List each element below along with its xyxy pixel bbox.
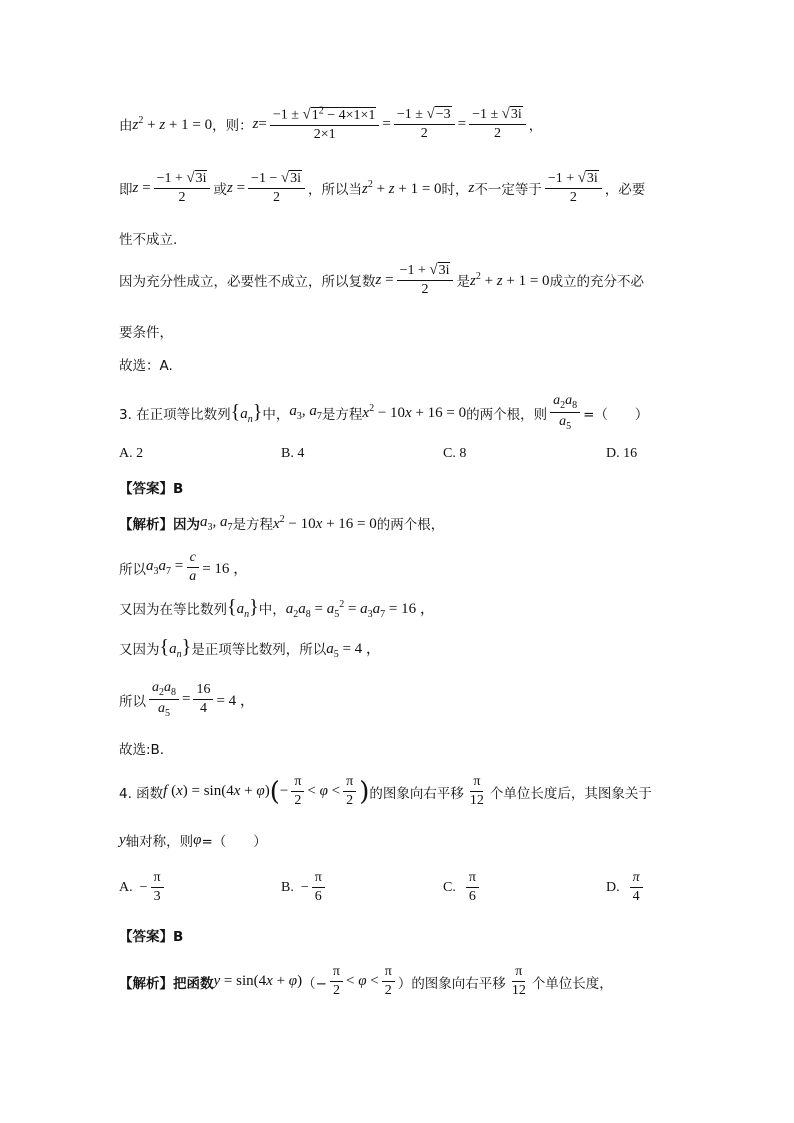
text: 3. 在正项等比数列 bbox=[119, 406, 231, 423]
text: C. bbox=[443, 879, 456, 895]
fraction: $\frac{-1 + √3i}{2}$ bbox=[397, 262, 454, 298]
text: 所以 bbox=[119, 561, 146, 578]
fraction: $\frac{a_2a_8}{a_5}$ bbox=[550, 393, 580, 433]
step-1: 所以 $a_3a_7$ = $\frac{c}{a}$ = 16 ， bbox=[119, 550, 249, 585]
text: ，则： bbox=[212, 118, 253, 134]
text: 是 bbox=[456, 274, 470, 291]
var-z: z bbox=[252, 115, 259, 132]
text: 成立的充分不必 bbox=[549, 274, 645, 291]
fraction: $\frac{\pi}{12}$ bbox=[469, 774, 484, 809]
step-3: 又因为 $\{a_n\}$ 是正项等比数列，所以 $a_5 = 4$ ， bbox=[119, 636, 381, 660]
option-a: A. − $\frac{\pi}{3}$ bbox=[119, 870, 167, 905]
option-c: C. 8 bbox=[443, 446, 467, 461]
text: B. bbox=[281, 879, 294, 895]
fraction: $\frac{16}{4}$ bbox=[193, 682, 213, 717]
solution-line-3: 性不成立. bbox=[119, 232, 178, 248]
text: 因为充分性成立，必要性不成立，所以复数 bbox=[119, 274, 376, 291]
text: 是正项等比数列，所以 bbox=[191, 642, 327, 658]
text: 或 bbox=[213, 182, 227, 199]
text: ，必要 bbox=[604, 182, 646, 199]
analysis-4: 【解析】把函数 y = sin(4x + φ) （− $\frac{\pi}{2}$ < φ < $\frac{\pi}{2}$ ） 的图象向右平移 $\frac{\pi}{12}$ 个单位长度， bbox=[119, 964, 613, 999]
text: D. bbox=[606, 879, 620, 895]
text: 不一定等于 bbox=[474, 182, 542, 199]
answer-choice-3: 故选:B. bbox=[119, 742, 165, 758]
text: 【解析】因为 bbox=[119, 517, 200, 533]
text: 轴对称，则 bbox=[125, 834, 194, 850]
option-b: B. 4 bbox=[281, 446, 305, 461]
option-a: A. 2 bbox=[119, 446, 144, 461]
text: 个单位长度后，其图象关于 bbox=[489, 785, 652, 802]
fraction: $\frac{\pi}{2}$ bbox=[343, 774, 356, 809]
fraction: $\frac{-1 + √3i}{2}$ bbox=[154, 170, 211, 206]
text: 是方程 bbox=[232, 517, 273, 533]
equation: $z^2 + z + 1 = 0$ bbox=[132, 114, 213, 133]
text: 中， bbox=[258, 602, 286, 618]
step-2: 又因为在等比数列 $\{a_n\}$ 中， $a_2a_8 = a_5^2 = a_3a_7 = 16$ ， bbox=[119, 596, 435, 620]
text: 的图象向右平移 bbox=[369, 785, 464, 802]
question-4: 4. 函数 f (x) = sin(4x + φ) ( − $\frac{\pi}{2}$ < φ < $\frac{\pi}{2}$ ) 的图象向右平移 $\frac{\pi}{12}$ 个单位长度后，其图象关于 bbox=[119, 774, 652, 809]
fraction: $\frac{-1 - √3i}{2}$ bbox=[248, 170, 305, 206]
text: A. bbox=[119, 879, 133, 895]
text: 又因为 bbox=[119, 642, 160, 658]
text: 即 bbox=[119, 182, 133, 199]
text: 个单位长度， bbox=[531, 975, 613, 992]
question-4-cont: y 轴对称，则 φ =（ ） bbox=[119, 831, 267, 850]
text: 4. 函数 bbox=[119, 785, 164, 802]
text: 的图象向右平移 bbox=[411, 975, 506, 992]
text: ，所以当 bbox=[307, 182, 362, 199]
fraction: $\frac{\pi}{2}$ bbox=[382, 964, 395, 999]
answer-choice-line: 故选：A. bbox=[119, 358, 173, 374]
text: 的两个根，则 bbox=[466, 406, 548, 423]
text: 是方程 bbox=[321, 406, 363, 423]
step-4: 所以 $\frac{a_2a_8}{a_5}$ = $\frac{16}{4}$ = 4 ， bbox=[119, 680, 255, 720]
option-d: D. $\frac{\pi}{4}$ bbox=[606, 870, 646, 905]
fraction: $\frac{\pi}{12}$ bbox=[511, 964, 526, 999]
answer-3: 【答案】B bbox=[119, 481, 184, 497]
text: 的两个根， bbox=[376, 517, 445, 533]
option-d: D. 16 bbox=[606, 446, 638, 461]
analysis-3: 【解析】因为 $a_3$, $a_7$ 是方程 $x^2 - 10x + 16 = 0$ 的两个根， bbox=[119, 513, 445, 533]
answer-4: 【答案】B bbox=[119, 929, 184, 945]
option-b: B. − $\frac{\pi}{6}$ bbox=[281, 870, 328, 905]
fraction: $\frac{-1 \pm √1^2 - 4\times 1\times 1}{2\times 1}$ bbox=[270, 105, 380, 143]
text: 所以 bbox=[119, 693, 146, 710]
fraction: $\frac{c}{a}$ bbox=[186, 550, 199, 585]
fraction: $\frac{\pi}{2}$ bbox=[330, 964, 343, 999]
text: =（ ） bbox=[583, 406, 649, 423]
solution-line-5: 要条件， bbox=[119, 325, 173, 341]
question-3: 3. 在正项等比数列 $\{a_n\}$ 中， $a_3$, $a_7$ 是方程 $x^2 - 10x + 16 = 0$ 的两个根，则 $\frac{a_2a_8}{a_5}$ =（ ） bbox=[119, 393, 649, 433]
text: =（ ） bbox=[201, 834, 267, 850]
text: 中， bbox=[262, 406, 290, 423]
solution-line-4: 因为充分性成立，必要性不成立，所以复数 z = $\frac{-1 + √3i}{2}$ 是 $z^2 + z + 1 = 0$ 成立的充分不必 bbox=[119, 262, 645, 298]
text: 时， bbox=[441, 182, 469, 199]
solution-line-2: 即 z = $\frac{-1 + √3i}{2}$ 或 z = $\frac{-1 - √3i}{2}$ ，所以当 $z^2 + z + 1 = 0$ 时， z 不一定等于 $\frac{-1 + √3i}{2}$ ，必要 bbox=[119, 170, 646, 206]
fraction: $\frac{-1 \pm √3i}{2}$ bbox=[469, 106, 526, 142]
text: 又因为在等比数列 bbox=[119, 602, 227, 618]
solution-line-1: 由 $z^2 + z + 1 = 0$ ，则： z = $\frac{-1 \pm √1^2 - 4\times 1\times 1}{2\times 1}$ = $\frac{-1 \pm √-3}{2}$ = $\frac{-1 \pm √3i}{2}$ ， bbox=[119, 105, 543, 142]
fraction: $\frac{\pi}{2}$ bbox=[291, 774, 304, 809]
text: 【解析】把函数 bbox=[119, 975, 214, 992]
option-c: C. $\frac{\pi}{6}$ bbox=[443, 870, 482, 905]
text: 由 bbox=[119, 118, 133, 134]
fraction: $\frac{a_2a_8}{a_5}$ bbox=[149, 680, 179, 720]
fraction: $\frac{-1 \pm √-3}{2}$ bbox=[394, 106, 455, 142]
fraction: $\frac{-1 + √3i}{2}$ bbox=[545, 170, 602, 206]
